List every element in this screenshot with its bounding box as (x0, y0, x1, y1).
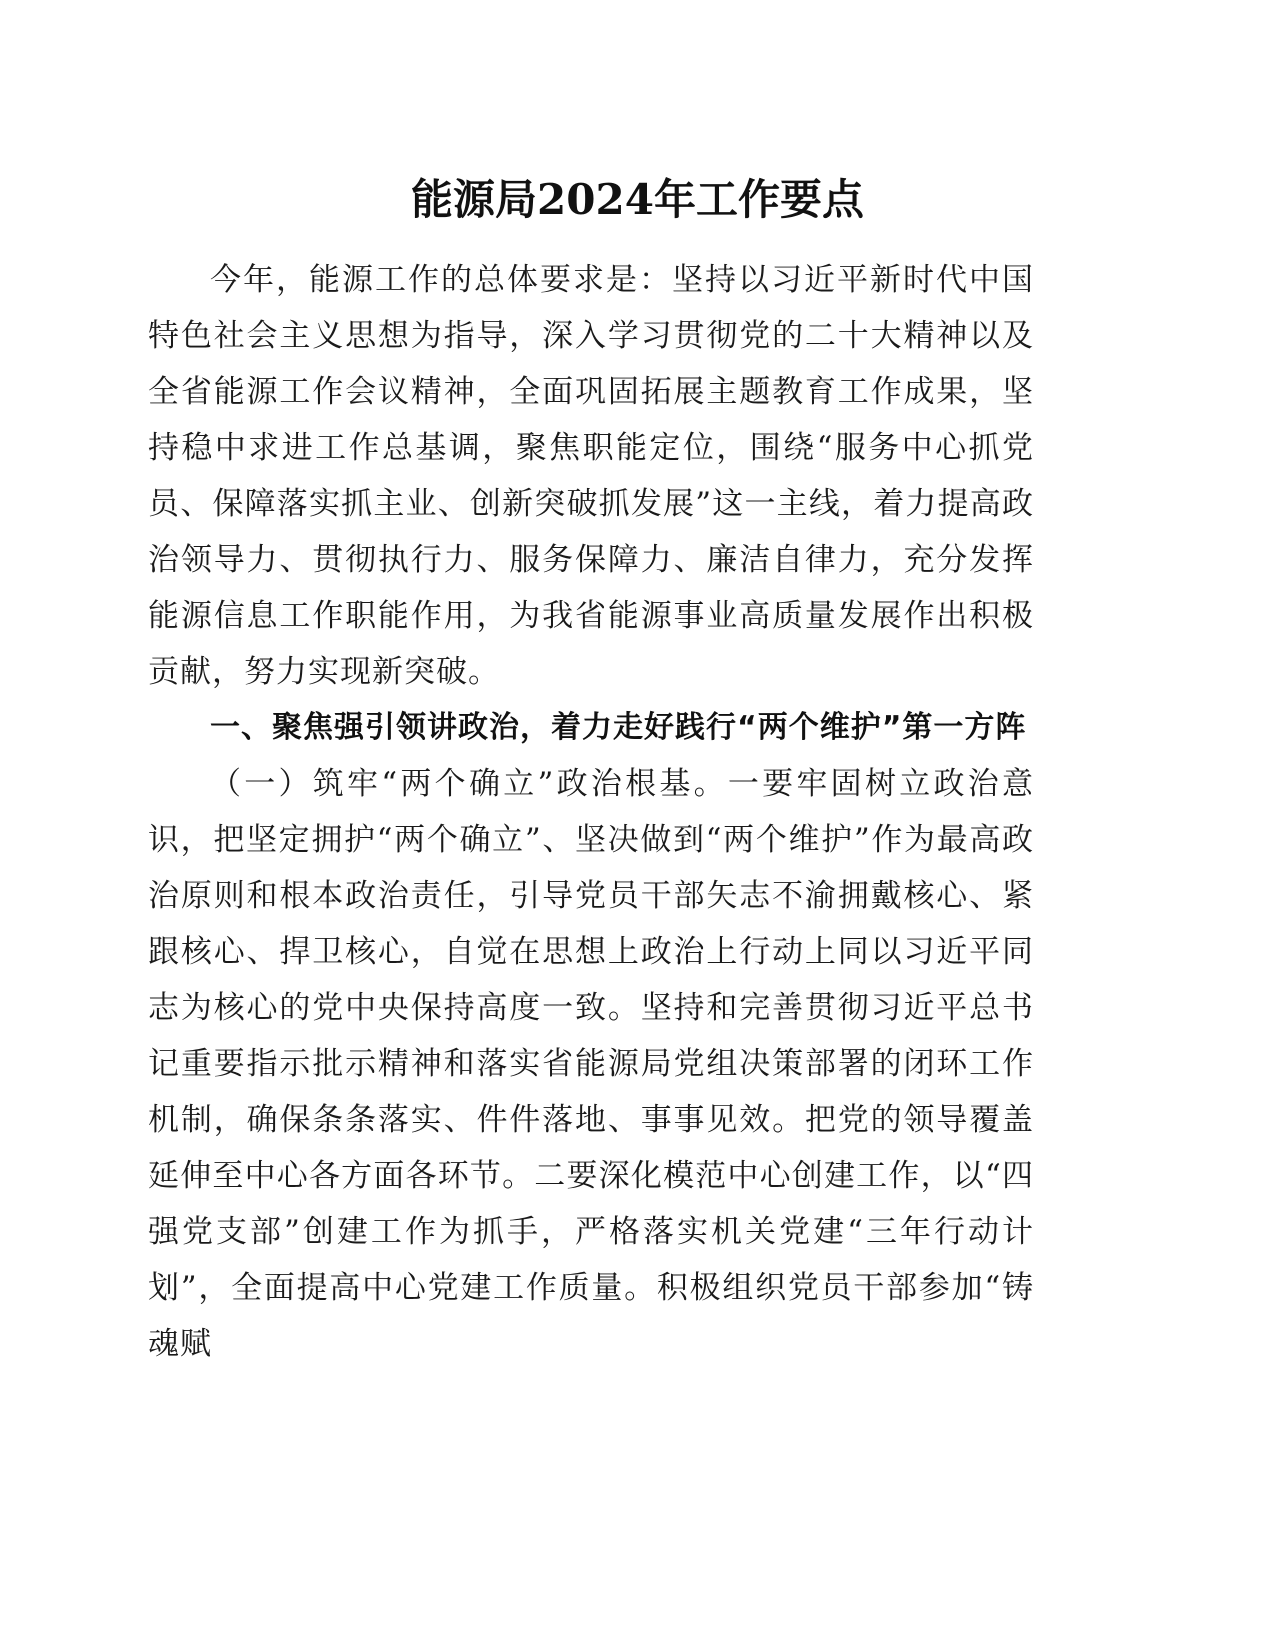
section-heading-1: 一、聚焦强引领讲政治，着力走好践行“两个维护”第一方阵 (210, 710, 1027, 745)
intro-paragraph: 今年，能源工作的总体要求是：坚持以习近平新时代中国特色社会主义思想为指导，深入学习贯彻党的二十大精神以及全省能源工作会议精神，全面巩固拓展主题教育工作成果，坚持稳中求进工作总基调，聚焦职能定位，围绕“服务中心抓党员、保障落实抓主业、创新突破抓发展”这一主线，着力提高政治领导力、贯彻执行力、服务保障力、廉洁自律力，充分发挥能源信息工作职能作用，为我省能源事业高质量发展作出积极贡献，努力实现新突破。 (148, 262, 1034, 690)
document-title: 能源局2024年工作要点 (411, 175, 864, 224)
document-body (148, 252, 1034, 1372)
section-1-paragraph-1: （一）筑牢“两个确立”政治根基。一要牢固树立政治意识，把坚定拥护“两个确立”、坚决做到“两个维护”作为最高政治原则和根本政治责任，引导党员干部矢志不渝拥戴核心、紧跟核心、捍卫核心，自觉在思想上政治上行动上同以习近平同志为核心的党中央保持高度一致。坚持和完善贯彻习近平总书记重要指示批示精神和落实省能源局党组决策部署的闭环工作机制，确保条条落实、件件落地、事事见效。把党的领导覆盖延伸至中心各方面各环节。二要深化模范中心创建工作，以“四强党支部”创建工作为抓手，严格落实机关党建“三年行动计划”，全面提高中心党建工作质量。积极组织党员干部参加“铸魂赋 (148, 766, 1034, 1362)
